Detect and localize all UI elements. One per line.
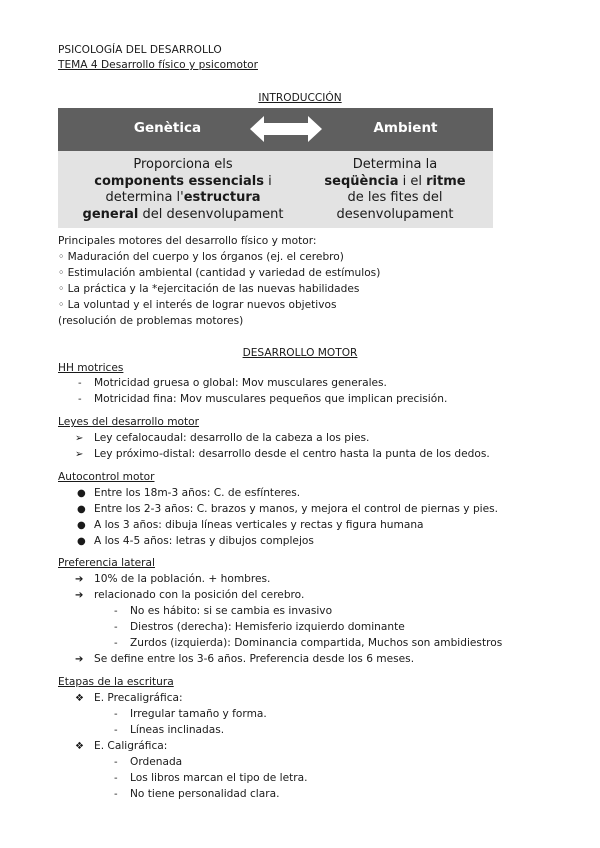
left-description-run: Proporciona els: [133, 157, 233, 172]
right-description-run: i el: [398, 173, 427, 189]
environment-description: [300, 157, 490, 223]
section-heading-hh: HH motrices: [58, 362, 124, 374]
left-description-run: components essencials: [94, 173, 264, 189]
diamond-bullet-icon: ❖: [75, 693, 84, 704]
arrow-bullet-icon: ➔: [75, 590, 84, 601]
sub-list-item: Irregular tamaño y forma.: [130, 708, 267, 720]
motor-title: DESARROLLO MOTOR: [242, 347, 358, 359]
section-heading-leyes: Leyes del desarrollo motor: [58, 416, 200, 428]
topic-title: TEMA 4 Desarrollo físico y psicomotor: [58, 59, 258, 71]
sub-list-item: Ordenada: [130, 756, 183, 768]
dash-bullet-icon: -: [114, 709, 118, 720]
dash-bullet-icon: -: [114, 757, 118, 768]
list-item: Motricidad fina: Mov musculares pequeños que implican precisión.: [94, 393, 448, 405]
dot-bullet-icon: ●: [77, 504, 86, 515]
list-item: A los 4-5 años: letras y dibujos complejos: [94, 535, 314, 547]
right-description-line: [300, 207, 490, 224]
right-description-run: ritme: [426, 173, 466, 189]
list-item: Ley próximo-distal: desarrollo desde el centro hasta la punta de los dedos.: [94, 448, 490, 460]
list-item: Ley cefalocaudal: desarrollo de la cabeza a los pies.: [94, 432, 370, 444]
dash-bullet-icon: -: [114, 622, 118, 633]
section-heading-autocontrol: Autocontrol motor: [58, 471, 155, 483]
list-item: E. Caligráfica:: [94, 740, 168, 752]
section-heading-preferencia: Preferencia lateral: [58, 557, 155, 569]
section-heading-escritura: Etapas de la escritura: [58, 676, 174, 688]
left-description-run: estructura: [183, 190, 261, 205]
intro-line: (resolución de problemas motores): [58, 315, 244, 327]
left-description-run: general: [82, 206, 139, 222]
arrowhead-bullet-icon: ➢: [75, 449, 84, 460]
dot-bullet-icon: ●: [77, 488, 86, 499]
sub-list-item: No tiene personalidad clara.: [130, 788, 280, 800]
genetics-heading: Genètica: [133, 120, 202, 136]
dash-bullet-icon: -: [114, 638, 118, 649]
list-item: 10% de la población. + hombres.: [94, 573, 271, 585]
diamond-bullet-icon: ❖: [75, 741, 84, 752]
sub-list-item: Zurdos (izquierda): Dominancia compartida, Muchos son ambidiestros: [130, 637, 503, 649]
intro-line: Principales motores del desarrollo físico y motor:: [58, 235, 317, 247]
intro-title: INTRODUCCIÓN: [258, 92, 342, 104]
dot-bullet-icon: ●: [77, 536, 86, 547]
sub-list-item: Líneas inclinadas.: [130, 724, 225, 736]
environment-heading: Ambient: [373, 120, 438, 136]
right-description-run: Determina la: [352, 157, 438, 172]
genetics-description: [58, 157, 308, 223]
arrow-bullet-icon: ➔: [75, 654, 84, 665]
list-item: E. Precaligráfica:: [94, 692, 183, 704]
dash-bullet-icon: -: [114, 725, 118, 736]
dot-bullet-icon: ●: [77, 520, 86, 531]
list-item: A los 3 años: dibuja líneas verticales y rectas y figura humana: [94, 519, 424, 531]
double-arrow-icon: [250, 116, 322, 142]
sub-list-item: Diestros (derecha): Hemisferio izquierdo dominante: [130, 621, 405, 633]
left-description-line: [58, 157, 308, 174]
dash-bullet-icon: -: [114, 789, 118, 800]
sub-list-item: No es hábito: si se cambia es invasivo: [130, 605, 333, 617]
left-description-run: determina l': [105, 190, 184, 205]
arrow-bullet-icon: ➔: [75, 574, 84, 585]
right-description-run: desenvolupament: [336, 206, 454, 222]
intro-line: ◦ La voluntad y el interés de lograr nuevos objetivos: [58, 299, 337, 311]
list-item: Entre los 2-3 años: C. brazos y manos, y mejora el control de piernas y pies.: [94, 503, 499, 515]
dash-bullet-icon: -: [114, 606, 118, 617]
left-description-line: [58, 207, 308, 224]
list-item: Se define entre los 3-6 años. Preferencia desde los 6 meses.: [94, 653, 415, 665]
list-item: Motricidad gruesa o global: Mov musculares generales.: [94, 377, 387, 389]
right-description-line: [300, 174, 490, 191]
intro-line: ◦ Estimulación ambiental (cantidad y variedad de estímulos): [58, 267, 381, 279]
arrowhead-bullet-icon: ➢: [75, 433, 84, 444]
list-item: relacionado con la posición del cerebro.: [94, 589, 305, 601]
dash-bullet-icon: -: [114, 773, 118, 784]
list-item: Entre los 18m-3 años: C. de esfínteres.: [94, 487, 301, 499]
right-description-line: [300, 157, 490, 174]
intro-line: ◦ Maduración del cuerpo y los órganos (ej. el cerebro): [58, 251, 344, 263]
left-description-line: [58, 174, 308, 191]
right-description-run: seqüència: [324, 173, 399, 189]
left-description-run: i: [263, 173, 272, 189]
right-description-line: [300, 190, 490, 207]
dash-bullet-icon: -: [78, 378, 82, 389]
right-description-run: de les fites del: [347, 190, 443, 205]
left-description-run: del desenvolupament: [138, 206, 284, 222]
sub-list-item: Los libros marcan el tipo de letra.: [130, 772, 308, 784]
subject-title: PSICOLOGÍA DEL DESARROLLO: [58, 44, 222, 56]
left-description-line: [58, 190, 308, 207]
dash-bullet-icon: -: [78, 394, 82, 405]
intro-line: ◦ La práctica y la *ejercitación de las nuevas habilidades: [58, 283, 360, 295]
